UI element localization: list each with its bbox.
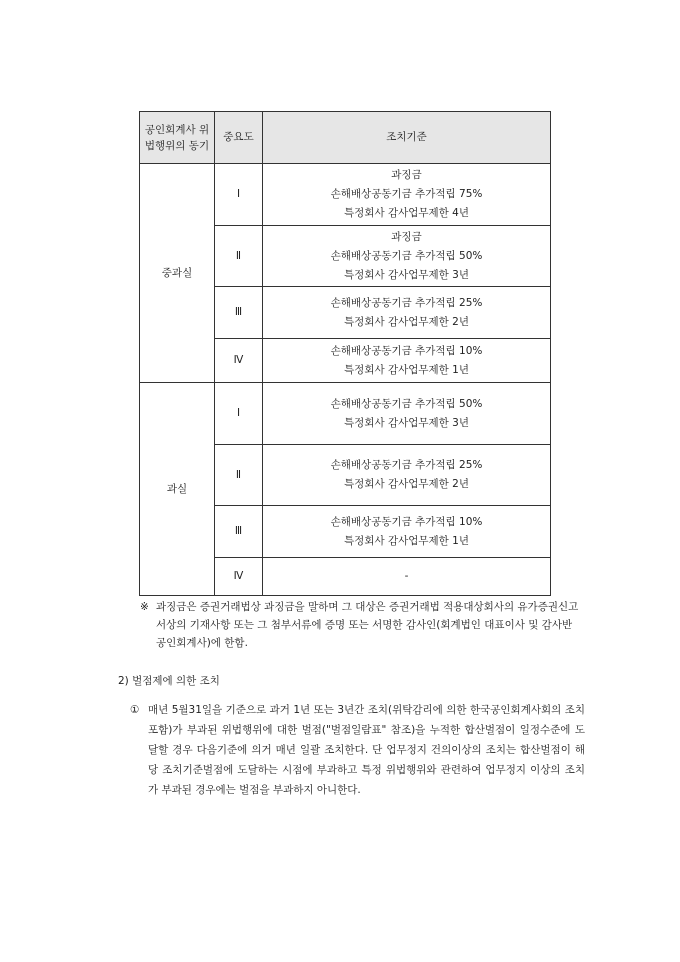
measure-line: 손해배상공동기금 추가적립 75% — [330, 188, 483, 200]
measure-line: 손해배상공동기금 추가적립 50% — [330, 397, 483, 410]
measure-line: 손해배상공동기금 추가적립 25% — [330, 459, 483, 471]
paragraph-number: ① — [130, 704, 140, 716]
measure-line: 특정회사 감사업무제한 2년 — [344, 478, 469, 490]
measure-line: 손해배상공동기금 추가적립 50% — [330, 249, 483, 262]
section-heading: 2) 벌점제에 의한 조치 — [118, 675, 220, 687]
severity-cell: Ⅰ — [215, 164, 263, 226]
measure-line: - — [404, 570, 409, 582]
motive-cell: 중과실 — [140, 164, 215, 383]
measure-cell — [263, 164, 551, 226]
measure-cell — [263, 506, 551, 558]
body-paragraph — [130, 700, 585, 800]
severity-cell: Ⅱ — [215, 226, 263, 287]
table-row — [140, 164, 551, 226]
header-severity: 중요도 — [215, 112, 263, 164]
measure-line: 과징금 — [391, 230, 422, 243]
paragraph-text: 매년 5월31일을 기준으로 과거 1년 또는 3년간 조치(위탁감리에 의한 한국공인회계사회의 조치 포함)가 부과된 위법행위에 대한 벌점("벌점일람표" 참조)을 누적한 합산벌점이 일정수준에 도달할 경우 다음기준에 의거 매년 일괄 조치한다. 단 업무정지 건의이상의 조치는 합산벌점이 해당 조치기준벌점에 도달하는 시점에 부과하고 특정 위법행위와 관련하여 업무정지 이상의 조치가 부과된 경우에는 벌점을 부과하지 아니한다. — [148, 704, 585, 796]
header-motive: 공인회계사 위법행위의 동기 — [140, 112, 215, 164]
measure-cell — [263, 287, 551, 339]
measure-line: 특정회사 감사업무제한 1년 — [344, 363, 469, 376]
measure-line: 특정회사 감사업무제한 3년 — [344, 416, 469, 429]
measure-line: 손해배상공동기금 추가적립 10% — [330, 344, 483, 357]
table-row — [140, 383, 551, 445]
sanction-table — [139, 111, 551, 596]
footnote-mark: ※ — [140, 601, 149, 613]
severity-cell: Ⅲ — [215, 506, 263, 558]
measure-line: 특정회사 감사업무제한 1년 — [344, 534, 469, 547]
motive-cell: 과실 — [140, 383, 215, 596]
measure-cell — [263, 226, 551, 287]
measure-cell — [263, 445, 551, 506]
severity-cell: Ⅲ — [215, 287, 263, 339]
measure-line: 손해배상공동기금 추가적립 25% — [330, 296, 483, 309]
severity-cell: Ⅳ — [215, 339, 263, 383]
measure-cell — [263, 558, 551, 596]
measure-line: 특정회사 감사업무제한 4년 — [344, 207, 469, 219]
measure-line: 과징금 — [391, 169, 422, 181]
table-footnote — [140, 598, 580, 652]
measure-line: 특정회사 감사업무제한 3년 — [344, 268, 469, 281]
severity-cell: Ⅱ — [215, 445, 263, 506]
measure-cell — [263, 339, 551, 383]
table-header-row — [140, 112, 551, 164]
footnote-text: 과징금은 증권거래법상 과징금을 말하며 그 대상은 증권거래법 적용대상회사의 유가증권신고서상의 기재사항 또는 그 첨부서류에 증명 또는 서명한 감사인(회계법인 대표이사 및 감사반 공인회계사)에 한함. — [156, 601, 579, 649]
severity-cell: Ⅳ — [215, 558, 263, 596]
measure-cell — [263, 383, 551, 445]
measure-line: 손해배상공동기금 추가적립 10% — [330, 515, 483, 528]
header-measure: 조치기준 — [263, 112, 551, 164]
measure-line: 특정회사 감사업무제한 2년 — [344, 315, 469, 328]
severity-cell: Ⅰ — [215, 383, 263, 445]
